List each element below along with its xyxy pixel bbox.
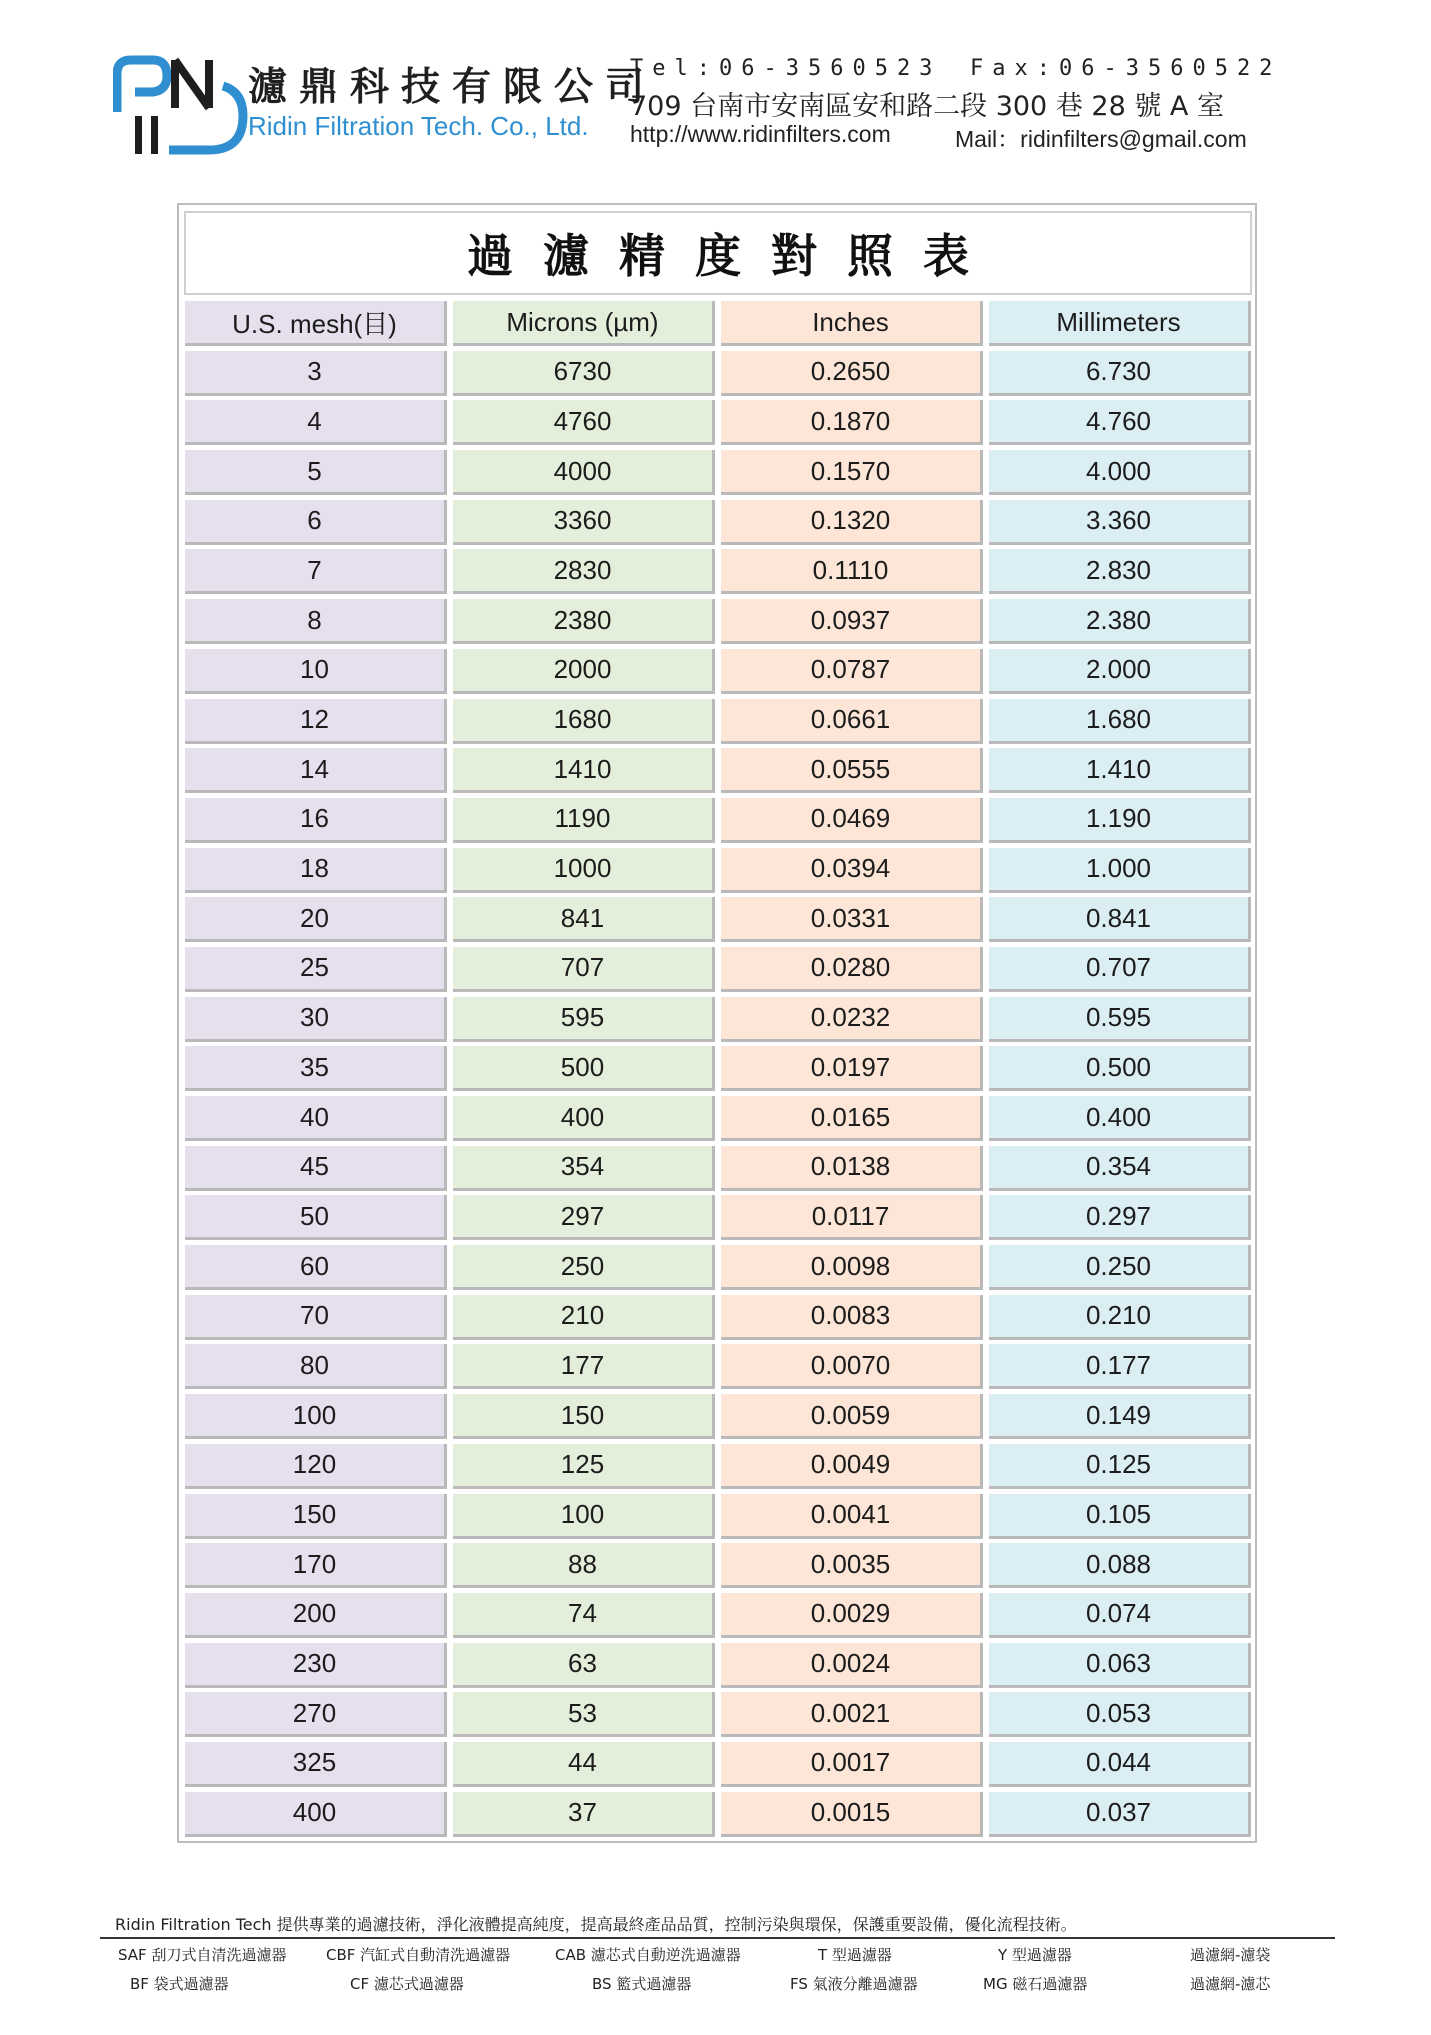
footer-divider — [100, 1937, 1335, 1939]
cell-us-mesh: 325 — [185, 1742, 447, 1787]
cell-us-mesh: 270 — [185, 1692, 447, 1737]
cell-us-mesh: 40 — [185, 1096, 447, 1141]
cell-millimeters: 0.074 — [989, 1593, 1251, 1638]
cell-microns: 2830 — [453, 549, 715, 594]
header-millimeters: Millimeters — [989, 301, 1251, 346]
cell-millimeters: 0.125 — [989, 1444, 1251, 1489]
table-row — [182, 597, 1254, 647]
header-inches: Inches — [721, 301, 983, 346]
product-link[interactable]: CAB 濾芯式自動逆洗過濾器 — [555, 1946, 741, 1964]
cell-us-mesh: 3 — [185, 351, 447, 396]
cell-microns: 595 — [453, 997, 715, 1042]
product-link[interactable]: CBF 汽缸式自動清洗過濾器 — [326, 1946, 511, 1964]
cell-microns: 354 — [453, 1146, 715, 1191]
cell-millimeters: 1.190 — [989, 798, 1251, 843]
cell-millimeters: 0.105 — [989, 1494, 1251, 1539]
cell-microns: 177 — [453, 1344, 715, 1389]
cell-millimeters: 1.000 — [989, 848, 1251, 893]
company-name-cn: 濾鼎科技有限公司 — [248, 64, 657, 110]
cell-us-mesh: 5 — [185, 450, 447, 495]
cell-millimeters: 0.063 — [989, 1643, 1251, 1688]
cell-millimeters: 0.354 — [989, 1146, 1251, 1191]
cell-microns: 500 — [453, 1046, 715, 1091]
company-name-en: Ridin Filtration Tech. Co., Ltd. — [248, 111, 589, 141]
cell-microns: 1000 — [453, 848, 715, 893]
cell-us-mesh: 200 — [185, 1593, 447, 1638]
cell-inches: 0.0083 — [721, 1295, 983, 1340]
cell-us-mesh: 10 — [185, 649, 447, 694]
website-link[interactable]: http://www.ridinfilters.com — [630, 121, 891, 147]
product-link[interactable]: BS 籃式過濾器 — [592, 1975, 692, 1993]
cell-inches: 0.0394 — [721, 848, 983, 893]
product-link[interactable]: 過濾網-濾芯 — [1190, 1975, 1271, 1993]
table-row — [182, 995, 1254, 1045]
table-row — [182, 1392, 1254, 1442]
product-link[interactable]: FS 氣液分離過濾器 — [790, 1975, 918, 1993]
cell-millimeters: 0.400 — [989, 1096, 1251, 1141]
cell-inches: 0.0165 — [721, 1096, 983, 1141]
product-link[interactable]: 過濾網-濾袋 — [1190, 1946, 1271, 1964]
email-contact[interactable]: Mail：ridinfilters@gmail.com — [955, 126, 1247, 152]
cell-millimeters: 0.707 — [989, 947, 1251, 992]
cell-microns: 841 — [453, 897, 715, 942]
product-link[interactable]: SAF 刮刀式自清洗過濾器 — [118, 1946, 287, 1964]
cell-us-mesh: 14 — [185, 748, 447, 793]
cell-microns: 4760 — [453, 400, 715, 445]
cell-us-mesh: 7 — [185, 549, 447, 594]
company-address: 709 台南市安南區安和路二段 300 巷 28 號 A 室 — [630, 91, 1224, 122]
table-row — [182, 1591, 1254, 1641]
cell-millimeters: 0.177 — [989, 1344, 1251, 1389]
cell-microns: 4000 — [453, 450, 715, 495]
cell-us-mesh: 120 — [185, 1444, 447, 1489]
table-row — [182, 1442, 1254, 1492]
table-row — [182, 846, 1254, 896]
fax-number: Fax:06-3560522 — [970, 56, 1282, 81]
cell-millimeters: 0.037 — [989, 1792, 1251, 1837]
table-row — [182, 1094, 1254, 1144]
table-row — [182, 1144, 1254, 1194]
table-row — [182, 1541, 1254, 1591]
cell-millimeters: 3.360 — [989, 500, 1251, 545]
cell-millimeters: 0.053 — [989, 1692, 1251, 1737]
cell-microns: 88 — [453, 1543, 715, 1588]
cell-inches: 0.1320 — [721, 500, 983, 545]
cell-inches: 0.0098 — [721, 1245, 983, 1290]
cell-millimeters: 6.730 — [989, 351, 1251, 396]
cell-us-mesh: 150 — [185, 1494, 447, 1539]
cell-microns: 44 — [453, 1742, 715, 1787]
cell-inches: 0.0232 — [721, 997, 983, 1042]
cell-millimeters: 4.000 — [989, 450, 1251, 495]
cell-inches: 0.0280 — [721, 947, 983, 992]
cell-inches: 0.0029 — [721, 1593, 983, 1638]
cell-microns: 1190 — [453, 798, 715, 843]
table-row — [182, 547, 1254, 597]
cell-inches: 0.2650 — [721, 351, 983, 396]
cell-us-mesh: 20 — [185, 897, 447, 942]
table-row — [182, 746, 1254, 796]
cell-us-mesh: 16 — [185, 798, 447, 843]
cell-microns: 2000 — [453, 649, 715, 694]
cell-us-mesh: 25 — [185, 947, 447, 992]
cell-us-mesh: 80 — [185, 1344, 447, 1389]
cell-inches: 0.0197 — [721, 1046, 983, 1091]
company-logo-icon — [113, 52, 248, 156]
cell-millimeters: 4.760 — [989, 400, 1251, 445]
cell-microns: 2380 — [453, 599, 715, 644]
cell-inches: 0.0469 — [721, 798, 983, 843]
cell-us-mesh: 18 — [185, 848, 447, 893]
table-row — [182, 945, 1254, 995]
product-link[interactable]: MG 磁石過濾器 — [983, 1975, 1088, 1993]
cell-millimeters: 0.044 — [989, 1742, 1251, 1787]
cell-us-mesh: 70 — [185, 1295, 447, 1340]
product-link[interactable]: CF 濾芯式過濾器 — [350, 1975, 464, 1993]
cell-inches: 0.0138 — [721, 1146, 983, 1191]
cell-us-mesh: 45 — [185, 1146, 447, 1191]
cell-inches: 0.0117 — [721, 1195, 983, 1240]
cell-us-mesh: 230 — [185, 1643, 447, 1688]
cell-microns: 210 — [453, 1295, 715, 1340]
cell-millimeters: 0.088 — [989, 1543, 1251, 1588]
cell-inches: 0.0070 — [721, 1344, 983, 1389]
table-header-row — [182, 299, 1254, 349]
cell-millimeters: 2.000 — [989, 649, 1251, 694]
cell-microns: 250 — [453, 1245, 715, 1290]
cell-microns: 37 — [453, 1792, 715, 1837]
cell-millimeters: 1.410 — [989, 748, 1251, 793]
product-link[interactable]: Y 型過濾器 — [998, 1946, 1072, 1964]
footer-slogan: Ridin Filtration Tech 提供專業的過濾技術，淨化液體提高純度，提高最終產品品質，控制污染與環保，保護重要設備，優化流程技術。 — [115, 1915, 1077, 1934]
cell-inches: 0.0331 — [721, 897, 983, 942]
cell-us-mesh: 170 — [185, 1543, 447, 1588]
cell-inches: 0.1570 — [721, 450, 983, 495]
cell-millimeters: 0.210 — [989, 1295, 1251, 1340]
cell-inches: 0.0555 — [721, 748, 983, 793]
table-row — [182, 1790, 1254, 1840]
table-row — [182, 1690, 1254, 1740]
cell-microns: 53 — [453, 1692, 715, 1737]
cell-us-mesh: 8 — [185, 599, 447, 644]
filtration-conversion-table — [182, 299, 1254, 1839]
cell-microns: 150 — [453, 1394, 715, 1439]
header-microns: Microns (µm) — [453, 301, 715, 346]
table-row — [182, 1293, 1254, 1343]
cell-microns: 400 — [453, 1096, 715, 1141]
cell-inches: 0.0661 — [721, 699, 983, 744]
table-row — [182, 349, 1254, 399]
cell-us-mesh: 4 — [185, 400, 447, 445]
cell-us-mesh: 50 — [185, 1195, 447, 1240]
table-row — [182, 1044, 1254, 1094]
cell-inches: 0.1870 — [721, 400, 983, 445]
table-title-box — [184, 211, 1252, 295]
cell-microns: 707 — [453, 947, 715, 992]
cell-millimeters: 0.841 — [989, 897, 1251, 942]
cell-millimeters: 0.297 — [989, 1195, 1251, 1240]
table-title: 過濾精度對照表 — [467, 229, 999, 283]
cell-millimeters: 0.500 — [989, 1046, 1251, 1091]
cell-microns: 3360 — [453, 500, 715, 545]
cell-inches: 0.0021 — [721, 1692, 983, 1737]
cell-us-mesh: 30 — [185, 997, 447, 1042]
cell-microns: 74 — [453, 1593, 715, 1638]
cell-us-mesh: 6 — [185, 500, 447, 545]
cell-microns: 1410 — [453, 748, 715, 793]
product-link[interactable]: BF 袋式過濾器 — [130, 1975, 229, 1993]
table-row — [182, 895, 1254, 945]
table-row — [182, 647, 1254, 697]
cell-inches: 0.0937 — [721, 599, 983, 644]
cell-inches: 0.0041 — [721, 1494, 983, 1539]
cell-us-mesh: 35 — [185, 1046, 447, 1091]
cell-inches: 0.0015 — [721, 1792, 983, 1837]
cell-us-mesh: 100 — [185, 1394, 447, 1439]
table-row — [182, 1342, 1254, 1392]
table-row — [182, 1641, 1254, 1691]
cell-microns: 63 — [453, 1643, 715, 1688]
header-us-mesh: U.S. mesh(目) — [185, 301, 447, 346]
cell-millimeters: 0.149 — [989, 1394, 1251, 1439]
cell-millimeters: 2.380 — [989, 599, 1251, 644]
table-row — [182, 1740, 1254, 1790]
cell-inches: 0.0024 — [721, 1643, 983, 1688]
cell-inches: 0.0035 — [721, 1543, 983, 1588]
cell-inches: 0.0049 — [721, 1444, 983, 1489]
cell-us-mesh: 400 — [185, 1792, 447, 1837]
cell-millimeters: 0.595 — [989, 997, 1251, 1042]
cell-inches: 0.0787 — [721, 649, 983, 694]
cell-us-mesh: 60 — [185, 1245, 447, 1290]
cell-microns: 297 — [453, 1195, 715, 1240]
table-row — [182, 796, 1254, 846]
cell-us-mesh: 12 — [185, 699, 447, 744]
cell-millimeters: 2.830 — [989, 549, 1251, 594]
table-row — [182, 1492, 1254, 1542]
cell-microns: 125 — [453, 1444, 715, 1489]
table-row — [182, 448, 1254, 498]
telephone: Tel:06-3560523 — [630, 56, 942, 81]
cell-millimeters: 0.250 — [989, 1245, 1251, 1290]
cell-microns: 1680 — [453, 699, 715, 744]
cell-inches: 0.0017 — [721, 1742, 983, 1787]
table-row — [182, 1193, 1254, 1243]
cell-millimeters: 1.680 — [989, 699, 1251, 744]
table-row — [182, 498, 1254, 548]
table-row — [182, 1243, 1254, 1293]
cell-inches: 0.0059 — [721, 1394, 983, 1439]
table-row — [182, 398, 1254, 448]
product-link[interactable]: T 型過濾器 — [818, 1946, 892, 1964]
cell-microns: 6730 — [453, 351, 715, 396]
table-row — [182, 697, 1254, 747]
cell-inches: 0.1110 — [721, 549, 983, 594]
cell-microns: 100 — [453, 1494, 715, 1539]
